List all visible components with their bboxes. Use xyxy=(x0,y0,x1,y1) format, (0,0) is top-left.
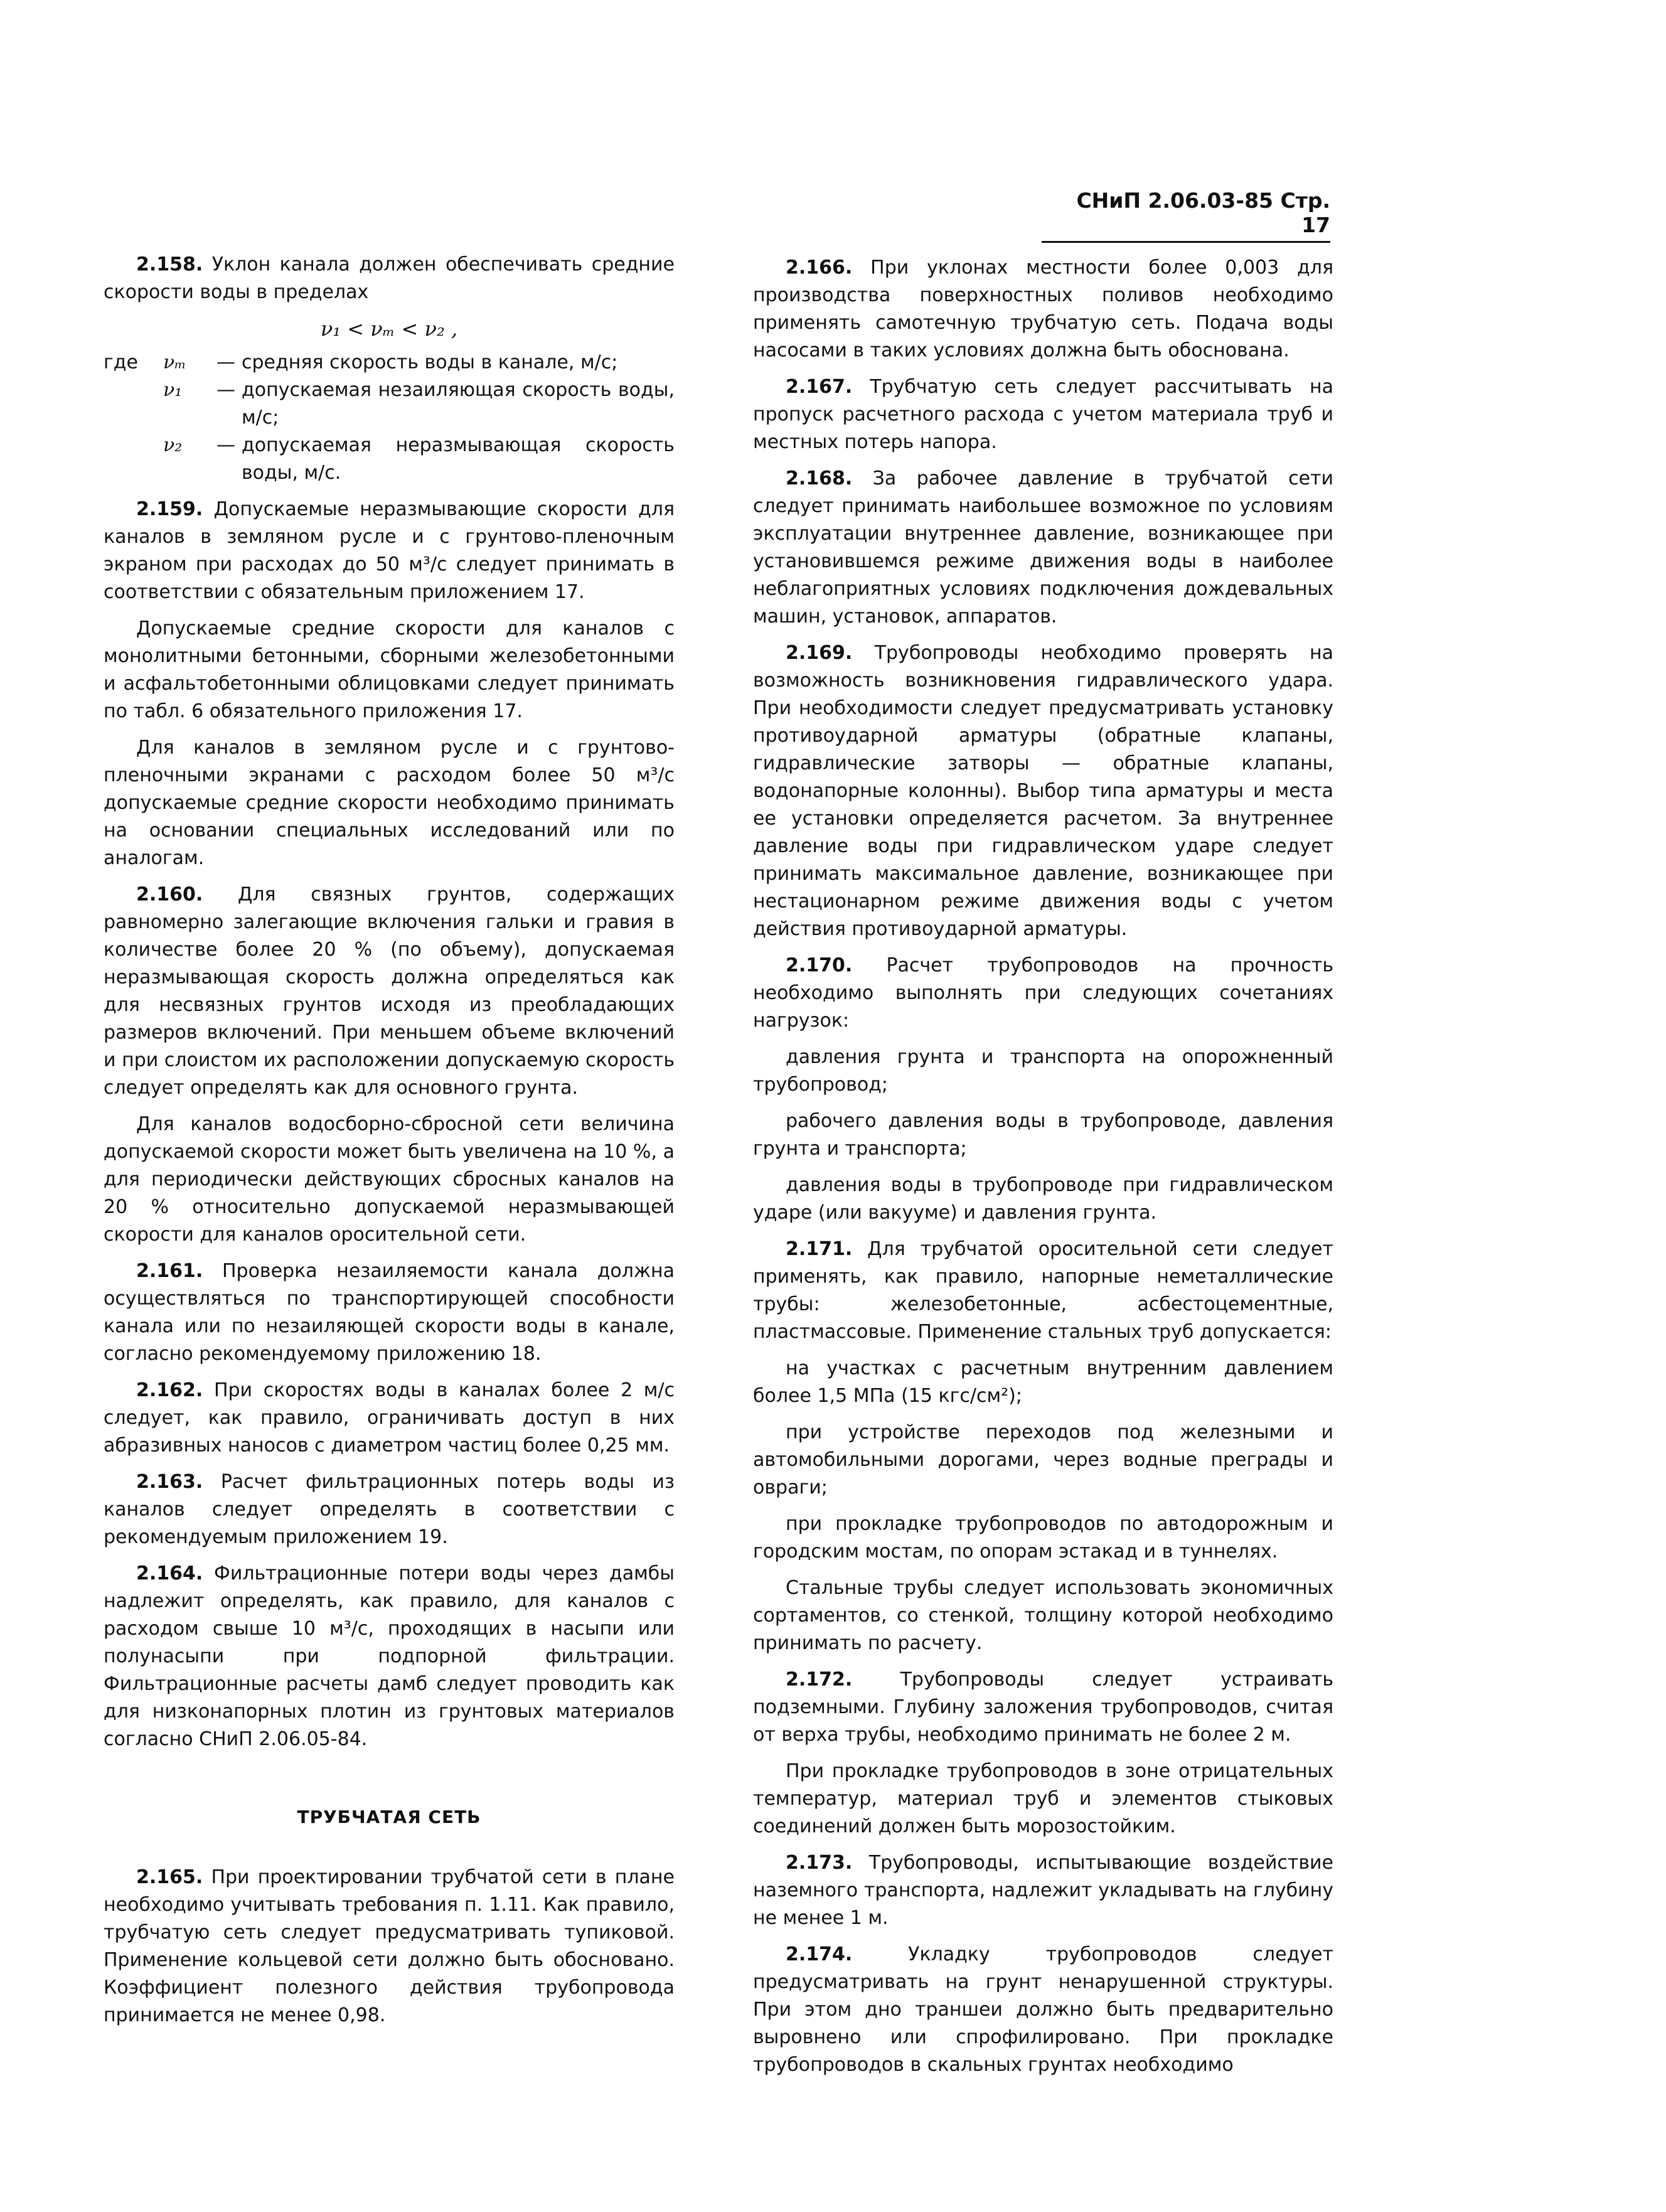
clause-number: 2.165. xyxy=(136,1866,203,1888)
clause-text: Трубчатую сеть следует рассчитывать на пропуск расчетного расхода с учетом материала труб и местных потерь напора. xyxy=(753,376,1333,453)
paragraph: При прокладке трубопроводов в зоне отрицательных температур, материал труб и элементов стыковых соединений должен быть морозостойким. xyxy=(753,1760,1333,1837)
formula-definitions xyxy=(104,349,675,487)
paragraph: Стальные трубы следует использовать экономичных сортаментов, со стенкой, толщину которой необходимо принимать по расчету. xyxy=(753,1577,1333,1654)
clause-2-170 xyxy=(753,952,1333,1035)
list-item: давления грунта и транспорта на опорожненный трубопровод; xyxy=(753,1046,1333,1096)
definition-symbol: ν₁ xyxy=(163,379,183,401)
list-item: при прокладке трубопроводов по автодорожным и городским мостам, по опорам эстакад и в туннелях. xyxy=(753,1513,1333,1563)
clause-2-165 xyxy=(104,1864,675,2029)
clause-number: 2.174. xyxy=(786,1943,853,1965)
clause-text: За рабочее давление в трубчатой сети следует принимать наибольшее возможное по условиям эксплуатации внутреннее давление, возникающее при установившемся режиме движения воды в наиболее неблагоприятных условиях подключения дождевальных машин, установок, аппаратов. xyxy=(753,468,1333,628)
definition-text: допускаемая неразмывающая скорость воды, м/с. xyxy=(242,434,675,484)
clause-2-159 xyxy=(104,496,675,606)
clause-number: 2.158. xyxy=(136,254,203,275)
clause-2-171 xyxy=(753,1236,1333,1346)
clause-number: 2.171. xyxy=(786,1238,853,1260)
clause-number: 2.166. xyxy=(786,257,853,279)
clause-2-172 xyxy=(753,1666,1333,1749)
right-column xyxy=(753,254,1333,2088)
clause-text: Проверка незаиляемости канала должна осуществляться по транспортирующей способности канала или по незаиляющей скорости воды в канале, согласно рекомендуемому приложению 18. xyxy=(104,1260,675,1365)
clause-text: Трубопроводы следует устраивать подземными. Глубину заложения трубопроводов, считая от верха трубы, необходимо принимать не более 2 м. xyxy=(753,1669,1333,1746)
clause-number: 2.167. xyxy=(786,376,853,398)
clause-text: При проектировании трубчатой сети в плане необходимо учитывать требования п. 1.11. Как правило, трубчатую сеть следует предусматривать тупиковой. Применение кольцевой сети должно быть обосновано. Коэффициент полезного действия трубопровода принимается не менее 0,98. xyxy=(104,1866,675,2026)
paragraph: Допускаемые средние скорости для каналов с монолитными бетонными, сборными железобетонными и асфальтобетонными облицовками следует принимать по табл. 6 обязательного приложения 17. xyxy=(104,617,675,722)
clause-2-163 xyxy=(104,1468,675,1551)
paragraph: Для каналов в земляном русле и с грунтово-пленочными экранами с расходом более 50 м³/с допускаемые средние скорости необходимо принимать на основании специальных исследований или по аналогам. xyxy=(104,737,675,869)
clause-text: Для связных грунтов, содержащих равномерно залегающие включения гальки и гравия в количестве более 20 % (по объему), допускаемая неразмывающая скорость должна определяться как для несвязных грунтов исходя из преобладающих размеров включений. При меньшем объеме включений и при слоистом их расположении допускаемую скорость следует определять как для основного грунта. xyxy=(104,884,675,1099)
definition-row: где νₘ — средняя скорость воды в канале, м/с; xyxy=(104,349,675,377)
definition-symbol: νₘ xyxy=(163,351,186,373)
clause-number: 2.168. xyxy=(786,468,853,489)
clause-2-169 xyxy=(753,639,1333,943)
clause-text: Допускаемые неразмывающие скорости для каналов в земляном русле и с грунтово-пленочным экраном при расходах до 50 м³/с следует принимать в соответствии с обязательным приложением 17. xyxy=(104,498,675,603)
clause-number: 2.172. xyxy=(786,1669,853,1691)
clause-number: 2.160. xyxy=(136,884,203,906)
definition-symbol: ν₂ xyxy=(163,434,183,456)
clause-number: 2.162. xyxy=(136,1379,203,1401)
clause-number: 2.170. xyxy=(786,954,853,976)
clause-text: Трубопроводы необходимо проверять на возможность возникновения гидравлического удара. При необходимости следует предусматривать установку противоударной арматуры (обратные клапаны, гидравлические затворы — обратные клапаны, водонапорные колонны). Выбор типа арматуры и места ее установки определяется расчетом. За внутреннее давление воды при гидравлическом ударе следует принимать максимальное давление, возникающее при нестационарном режиме движения воды с учетом действия противоударной арматуры. xyxy=(753,642,1333,940)
definition-prefix: где xyxy=(104,351,138,373)
clause-text: Фильтрационные потери воды через дамбы надлежит определять, как правило, для каналов с расходом свыше 10 м³/с, проходящих в насыпи или полунасыпи при подпорной фильтрации. Фильтрационные расчеты дамб следует проводить как для низконапорных плотин из грунтовых материалов согласно СНиП 2.06.05-84. xyxy=(104,1563,675,1750)
clause-2-161 xyxy=(104,1258,675,1368)
clause-2-162 xyxy=(104,1377,675,1460)
list-item: рабочего давления воды в трубопроводе, давления грунта и транспорта; xyxy=(753,1110,1333,1160)
list-item: давления воды в трубопроводе при гидравлическом ударе (или вакууме) и давления грунта. xyxy=(753,1174,1333,1224)
definition-text: средняя скорость воды в канале, м/с; xyxy=(242,351,618,373)
clause-text: Расчет трубопроводов на прочность необходимо выполнять при следующих сочетаниях нагрузок: xyxy=(753,954,1333,1032)
definition-text: допускаемая незаиляющая скорость воды, м/с; xyxy=(242,379,675,429)
clause-2-166 xyxy=(753,254,1333,365)
definition-row: ν₂ — допускаемая неразмывающая скорость воды, м/с. xyxy=(104,432,675,487)
definition-row: ν₁ — допускаемая незаиляющая скорость воды, м/с; xyxy=(104,377,675,432)
velocity-formula: ν₁ < νₘ < ν₂ , xyxy=(320,317,458,341)
clause-2-158 xyxy=(104,251,675,306)
clause-text: При скоростях воды в каналах более 2 м/с следует, как правило, ограничивать доступ в них абразивных наносов с диаметром частиц более 0,25 мм. xyxy=(104,1379,675,1456)
clause-2-174 xyxy=(753,1941,1333,2079)
left-column xyxy=(104,251,675,2038)
clause-2-173 xyxy=(753,1849,1333,1932)
section-title: ТРУБЧАТАЯ СЕТЬ xyxy=(297,1807,481,1827)
clause-2-164 xyxy=(104,1560,675,1753)
clause-text: Расчет фильтрационных потерь воды из каналов следует определять в соответствии с рекомендуемым приложением 19. xyxy=(104,1471,675,1548)
clause-number: 2.173. xyxy=(786,1852,853,1874)
paragraph: Для каналов водосборно-сбросной сети величина допускаемой скорости может быть увеличена на 10 %, а для периодически действующих сбросных каналов на 20 % относительно допускаемой неразмывающей скорости для каналов оросительной сети. xyxy=(104,1113,675,1246)
clause-2-168 xyxy=(753,465,1333,631)
clause-text: Трубопроводы, испытывающие воздействие наземного транспорта, надлежит укладывать на глубину не менее 1 м. xyxy=(753,1852,1333,1929)
clause-text: Для трубчатой оросительной сети следует применять, как правило, напорные неметаллические трубы: железобетонные, асбестоцементные, пластмассовые. Применение стальных труб допускается: xyxy=(753,1238,1333,1343)
clause-2-167 xyxy=(753,373,1333,456)
clause-number: 2.169. xyxy=(786,642,853,664)
clause-text: Уклон канала должен обеспечивать средние скорости воды в пределах xyxy=(104,254,675,303)
clause-2-160 xyxy=(104,881,675,1102)
clause-number: 2.159. xyxy=(136,498,203,520)
clause-text: Укладку трубопроводов следует предусматривать на грунт ненарушенной структуры. При этом дно траншеи должно быть предварительно выровнено или спрофилировано. При прокладке трубопроводов в скальных грунтах необходимо xyxy=(753,1943,1333,2076)
list-item: при устройстве переходов под железными и автомобильными дорогами, через водные преграды и овраги; xyxy=(753,1421,1333,1499)
clause-text: При уклонах местности более 0,003 для производства поверхностных поливов необходимо применять самотечную трубчатую сеть. Подача воды насосами в таких условиях должна быть обоснована. xyxy=(753,257,1333,361)
clause-number: 2.163. xyxy=(136,1471,203,1493)
list-item: на участках с расчетным внутренним давлением более 1,5 МПа (15 кгс/см²); xyxy=(753,1357,1333,1407)
clause-number: 2.164. xyxy=(136,1563,203,1584)
clause-number: 2.161. xyxy=(136,1260,203,1282)
page-header: СНиП 2.06.03-85 Стр. 17 xyxy=(1042,188,1330,243)
